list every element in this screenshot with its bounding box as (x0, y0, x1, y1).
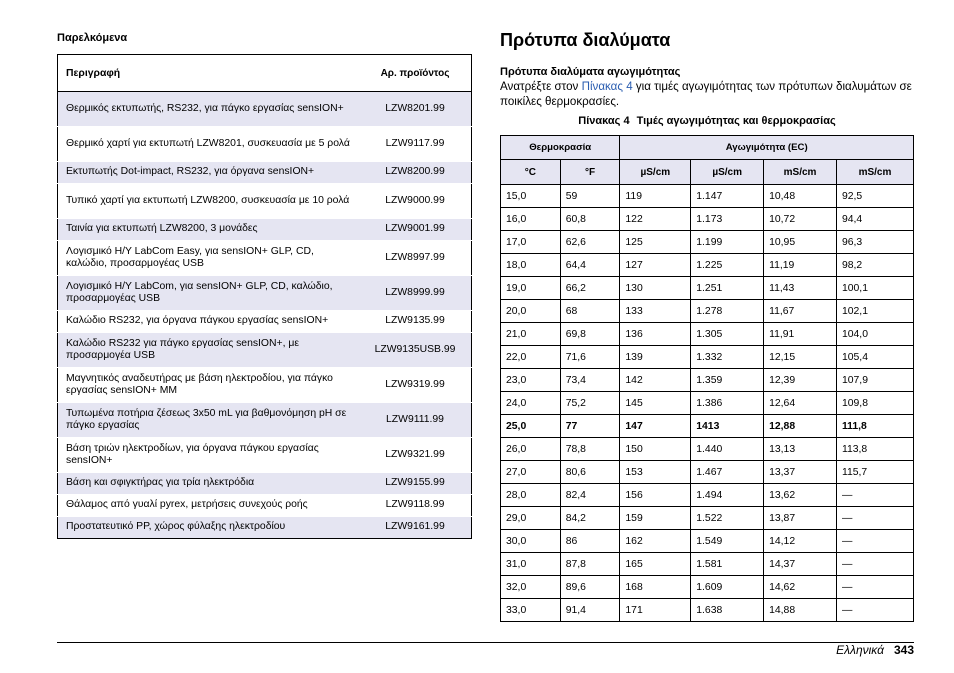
conductivity-header: Αγωγιμότητα (EC) (620, 136, 914, 160)
intro-text-before: Ανατρέξτε στον (500, 80, 582, 93)
conductivity-cell: 60,8 (560, 208, 620, 231)
conductivity-cell: 10,48 (764, 185, 837, 208)
conductivity-cell: 165 (620, 553, 691, 576)
conductivity-cell: 102,1 (836, 300, 913, 323)
conductivity-cell: 1413 (691, 415, 764, 438)
accessory-description: Θάλαμος από γυαλί pyrex, μετρήσεις συνεχούς ροής (58, 495, 360, 517)
conductivity-cell: 71,6 (560, 346, 620, 369)
conductivity-cell: 92,5 (836, 185, 913, 208)
footer (836, 643, 914, 657)
conductivity-cell: 156 (620, 484, 691, 507)
conductivity-row (501, 392, 914, 415)
conductivity-row (501, 231, 914, 254)
conductivity-row (501, 553, 914, 576)
accessory-catalog-number: LZW9001.99 (359, 219, 472, 241)
conductivity-cell: — (836, 576, 913, 599)
conductivity-cell: 1.494 (691, 484, 764, 507)
accessory-row (58, 473, 472, 495)
intro-paragraph (500, 79, 914, 109)
conductivity-cell: 139 (620, 346, 691, 369)
conductivity-cell: 19,0 (501, 277, 561, 300)
conductivity-cell: 82,4 (560, 484, 620, 507)
conductivity-cell: 159 (620, 507, 691, 530)
conductivity-cell: 25,0 (501, 415, 561, 438)
conductivity-row (501, 323, 914, 346)
conductivity-subheading: Πρότυπα διαλύματα αγωγιμότητας (500, 66, 681, 78)
conductivity-cell: 145 (620, 392, 691, 415)
accessory-catalog-number: LZW8201.99 (359, 92, 472, 127)
conductivity-cell: 1.225 (691, 254, 764, 277)
conductivity-cell: 122 (620, 208, 691, 231)
conductivity-table-body (501, 185, 914, 622)
conductivity-row (501, 438, 914, 461)
conductivity-cell: 1.609 (691, 576, 764, 599)
conductivity-row (501, 185, 914, 208)
conductivity-cell: 12,88 (764, 415, 837, 438)
conductivity-cell: — (836, 553, 913, 576)
conductivity-cell: 127 (620, 254, 691, 277)
conductivity-cell: 11,91 (764, 323, 837, 346)
conductivity-cell: 1.549 (691, 530, 764, 553)
conductivity-cell: — (836, 530, 913, 553)
conductivity-cell: 73,4 (560, 369, 620, 392)
conductivity-cell: 1.173 (691, 208, 764, 231)
conductivity-cell: 31,0 (501, 553, 561, 576)
conductivity-cell: 142 (620, 369, 691, 392)
conductivity-row (501, 415, 914, 438)
accessory-description: Ταινία για εκτυπωτή LZW8200, 3 μονάδες (58, 219, 360, 241)
accessory-description: Βάση τριών ηλεκτροδίων, για όργανα πάγκου εργασίας sensION+ (58, 438, 360, 473)
accessory-row (58, 162, 472, 184)
conductivity-row (501, 484, 914, 507)
conductivity-cell: 171 (620, 599, 691, 622)
conductivity-cell: 125 (620, 231, 691, 254)
accessory-description: Καλώδιο RS232, για όργανα πάγκου εργασίας sensION+ (58, 311, 360, 333)
accessory-row (58, 368, 472, 403)
accessory-description: Λογισμικό H/Y LabCom Easy, για sensION+ GLP, CD, καλώδιο, προσαρμογέας USB (58, 241, 360, 276)
footer-language: Ελληνικά (836, 643, 884, 657)
conductivity-row (501, 300, 914, 323)
conductivity-cell: 77 (560, 415, 620, 438)
accessory-catalog-number: LZW9161.99 (359, 517, 472, 539)
conductivity-cell: 80,6 (560, 461, 620, 484)
conductivity-cell: 13,87 (764, 507, 837, 530)
conductivity-cell: 1.251 (691, 277, 764, 300)
accessory-description: Τυπικό χαρτί για εκτυπωτή LZW8200, συσκευασία με 10 ρολά (58, 184, 360, 219)
conductivity-row (501, 369, 914, 392)
conductivity-cell: 1.199 (691, 231, 764, 254)
conductivity-cell: 14,37 (764, 553, 837, 576)
conductivity-cell: 86 (560, 530, 620, 553)
conductivity-table (500, 135, 914, 622)
accessory-description: Λογισμικό H/Y LabCom, για sensION+ GLP, CD, καλώδιο, προσαρμογέας USB (58, 276, 360, 311)
conductivity-cell: 66,2 (560, 277, 620, 300)
conductivity-cell: 18,0 (501, 254, 561, 277)
table-reference-link[interactable]: Πίνακας 4 (581, 80, 633, 93)
conductivity-cell: 64,4 (560, 254, 620, 277)
accessory-row (58, 517, 472, 539)
temperature-header: Θερμοκρασία (501, 136, 620, 160)
accessory-catalog-number: LZW8999.99 (359, 276, 472, 311)
conductivity-cell: 84,2 (560, 507, 620, 530)
conductivity-cell: 136 (620, 323, 691, 346)
accessory-row (58, 184, 472, 219)
conductivity-cell: 75,2 (560, 392, 620, 415)
conductivity-cell: 89,6 (560, 576, 620, 599)
conductivity-cell: 1.332 (691, 346, 764, 369)
conductivity-row (501, 461, 914, 484)
conductivity-cell: 13,13 (764, 438, 837, 461)
accessories-table-body (58, 92, 472, 539)
unit-header-row (501, 160, 914, 185)
conductivity-row (501, 576, 914, 599)
conductivity-cell: — (836, 507, 913, 530)
conductivity-cell: 1.638 (691, 599, 764, 622)
description-header: Περιγραφή (58, 55, 360, 92)
conductivity-row (501, 346, 914, 369)
conductivity-row (501, 507, 914, 530)
page-title: Πρότυπα διαλύματα (500, 30, 671, 50)
conductivity-cell: 107,9 (836, 369, 913, 392)
conductivity-cell: 150 (620, 438, 691, 461)
conductivity-cell: 1.581 (691, 553, 764, 576)
conductivity-cell: 1.467 (691, 461, 764, 484)
unit-header: mS/cm (836, 160, 913, 185)
conductivity-cell: 27,0 (501, 461, 561, 484)
conductivity-cell: 12,64 (764, 392, 837, 415)
conductivity-cell: 12,15 (764, 346, 837, 369)
conductivity-cell: — (836, 484, 913, 507)
catalog-header: Αρ. προϊόντος (359, 55, 472, 92)
accessory-catalog-number: LZW9321.99 (359, 438, 472, 473)
conductivity-cell: 98,2 (836, 254, 913, 277)
table-caption-label: Πίνακας 4 (578, 115, 630, 127)
accessory-catalog-number: LZW8200.99 (359, 162, 472, 184)
accessory-row (58, 311, 472, 333)
conductivity-cell: 115,7 (836, 461, 913, 484)
conductivity-row (501, 277, 914, 300)
conductivity-cell: 105,4 (836, 346, 913, 369)
footer-rule (57, 642, 914, 643)
table-caption (500, 114, 914, 129)
conductivity-cell: 11,43 (764, 277, 837, 300)
conductivity-cell: 1.147 (691, 185, 764, 208)
conductivity-cell: 17,0 (501, 231, 561, 254)
conductivity-cell: 28,0 (501, 484, 561, 507)
conductivity-cell: 130 (620, 277, 691, 300)
accessory-row (58, 92, 472, 127)
conductivity-cell: 10,72 (764, 208, 837, 231)
conductivity-cell: 78,8 (560, 438, 620, 461)
accessory-description: Εκτυπωτής Dot-impact, RS232, για όργανα sensION+ (58, 162, 360, 184)
accessories-table (57, 54, 472, 539)
accessory-description: Θερμικό χαρτί για εκτυπωτή LZW8201, συσκευασία με 5 ρολά (58, 127, 360, 162)
standards-section (500, 30, 914, 622)
conductivity-cell: 14,88 (764, 599, 837, 622)
conductivity-cell: — (836, 599, 913, 622)
conductivity-cell: 119 (620, 185, 691, 208)
conductivity-cell: 21,0 (501, 323, 561, 346)
conductivity-cell: 1.522 (691, 507, 764, 530)
accessory-description: Βάση και σφιγκτήρας για τρία ηλεκτρόδια (58, 473, 360, 495)
conductivity-cell: 68 (560, 300, 620, 323)
accessory-description: Καλώδιο RS232 για πάγκο εργασίας sensION+, με προσαρμογέα USB (58, 333, 360, 368)
accessories-section (57, 32, 472, 539)
conductivity-cell: 24,0 (501, 392, 561, 415)
accessory-description: Θερμικός εκτυπωτής, RS232, για πάγκο εργασίας sensION+ (58, 92, 360, 127)
conductivity-cell: 94,4 (836, 208, 913, 231)
accessory-catalog-number: LZW9135USB.99 (359, 333, 472, 368)
conductivity-cell: 147 (620, 415, 691, 438)
conductivity-cell: 104,0 (836, 323, 913, 346)
conductivity-cell: 109,8 (836, 392, 913, 415)
conductivity-cell: 153 (620, 461, 691, 484)
accessory-catalog-number: LZW9155.99 (359, 473, 472, 495)
conductivity-cell: 133 (620, 300, 691, 323)
accessories-heading: Παρελκόμενα (57, 32, 128, 44)
intro-text-after: για τιμές αγωγιμότητας των πρότυπων διαλυμάτων σε ποικίλες θερμοκρασίες. (500, 80, 912, 108)
conductivity-cell: 87,8 (560, 553, 620, 576)
conductivity-cell: 11,67 (764, 300, 837, 323)
conductivity-cell: 13,62 (764, 484, 837, 507)
conductivity-cell: 1.278 (691, 300, 764, 323)
conductivity-cell: 14,12 (764, 530, 837, 553)
conductivity-cell: 96,3 (836, 231, 913, 254)
conductivity-cell: 22,0 (501, 346, 561, 369)
conductivity-row (501, 599, 914, 622)
accessory-row (58, 276, 472, 311)
conductivity-cell: 91,4 (560, 599, 620, 622)
accessory-row (58, 495, 472, 517)
accessory-row (58, 333, 472, 368)
accessory-row (58, 403, 472, 438)
accessory-catalog-number: LZW9000.99 (359, 184, 472, 219)
conductivity-cell: 100,1 (836, 277, 913, 300)
accessories-header-row (58, 55, 472, 92)
accessory-catalog-number: LZW9118.99 (359, 495, 472, 517)
unit-header: µS/cm (620, 160, 691, 185)
conductivity-cell: 1.359 (691, 369, 764, 392)
conductivity-cell: 26,0 (501, 438, 561, 461)
accessory-description: Προστατευτικό PP, χώρος φύλαξης ηλεκτροδίου (58, 517, 360, 539)
conductivity-cell: 23,0 (501, 369, 561, 392)
accessory-row (58, 241, 472, 276)
conductivity-cell: 32,0 (501, 576, 561, 599)
conductivity-cell: 113,8 (836, 438, 913, 461)
conductivity-cell: 69,8 (560, 323, 620, 346)
page-number: 343 (893, 643, 914, 657)
unit-header: °F (560, 160, 620, 185)
accessory-catalog-number: LZW9135.99 (359, 311, 472, 333)
conductivity-cell: 12,39 (764, 369, 837, 392)
accessory-catalog-number: LZW9319.99 (359, 368, 472, 403)
unit-header: °C (501, 160, 561, 185)
conductivity-cell: 16,0 (501, 208, 561, 231)
accessory-catalog-number: LZW8997.99 (359, 241, 472, 276)
accessory-row (58, 438, 472, 473)
unit-header: µS/cm (691, 160, 764, 185)
conductivity-cell: 30,0 (501, 530, 561, 553)
accessory-description: Μαγνητικός αναδευτήρας με βάση ηλεκτροδίου, για πάγκο εργασίας sensION+ MM (58, 368, 360, 403)
conductivity-cell: 1.440 (691, 438, 764, 461)
conductivity-cell: 10,95 (764, 231, 837, 254)
conductivity-cell: 15,0 (501, 185, 561, 208)
conductivity-cell: 14,62 (764, 576, 837, 599)
accessory-description: Τυπωμένα ποτήρια ζέσεως 3x50 mL για βαθμονόμηση pH σε πάγκο εργασίας (58, 403, 360, 438)
conductivity-cell: 162 (620, 530, 691, 553)
accessory-catalog-number: LZW9111.99 (359, 403, 472, 438)
accessory-row (58, 127, 472, 162)
conductivity-cell: 62,6 (560, 231, 620, 254)
conductivity-row (501, 530, 914, 553)
group-header-row (501, 136, 914, 160)
conductivity-cell: 11,19 (764, 254, 837, 277)
conductivity-cell: 13,37 (764, 461, 837, 484)
conductivity-row (501, 254, 914, 277)
conductivity-cell: 33,0 (501, 599, 561, 622)
conductivity-cell: 1.305 (691, 323, 764, 346)
conductivity-cell: 168 (620, 576, 691, 599)
conductivity-cell: 20,0 (501, 300, 561, 323)
accessory-row (58, 219, 472, 241)
conductivity-cell: 111,8 (836, 415, 913, 438)
unit-header: mS/cm (764, 160, 837, 185)
conductivity-cell: 59 (560, 185, 620, 208)
conductivity-cell: 29,0 (501, 507, 561, 530)
accessory-catalog-number: LZW9117.99 (359, 127, 472, 162)
conductivity-row (501, 208, 914, 231)
table-caption-text: Τιμές αγωγιμότητας και θερμοκρασίας (636, 115, 836, 127)
conductivity-cell: 1.386 (691, 392, 764, 415)
